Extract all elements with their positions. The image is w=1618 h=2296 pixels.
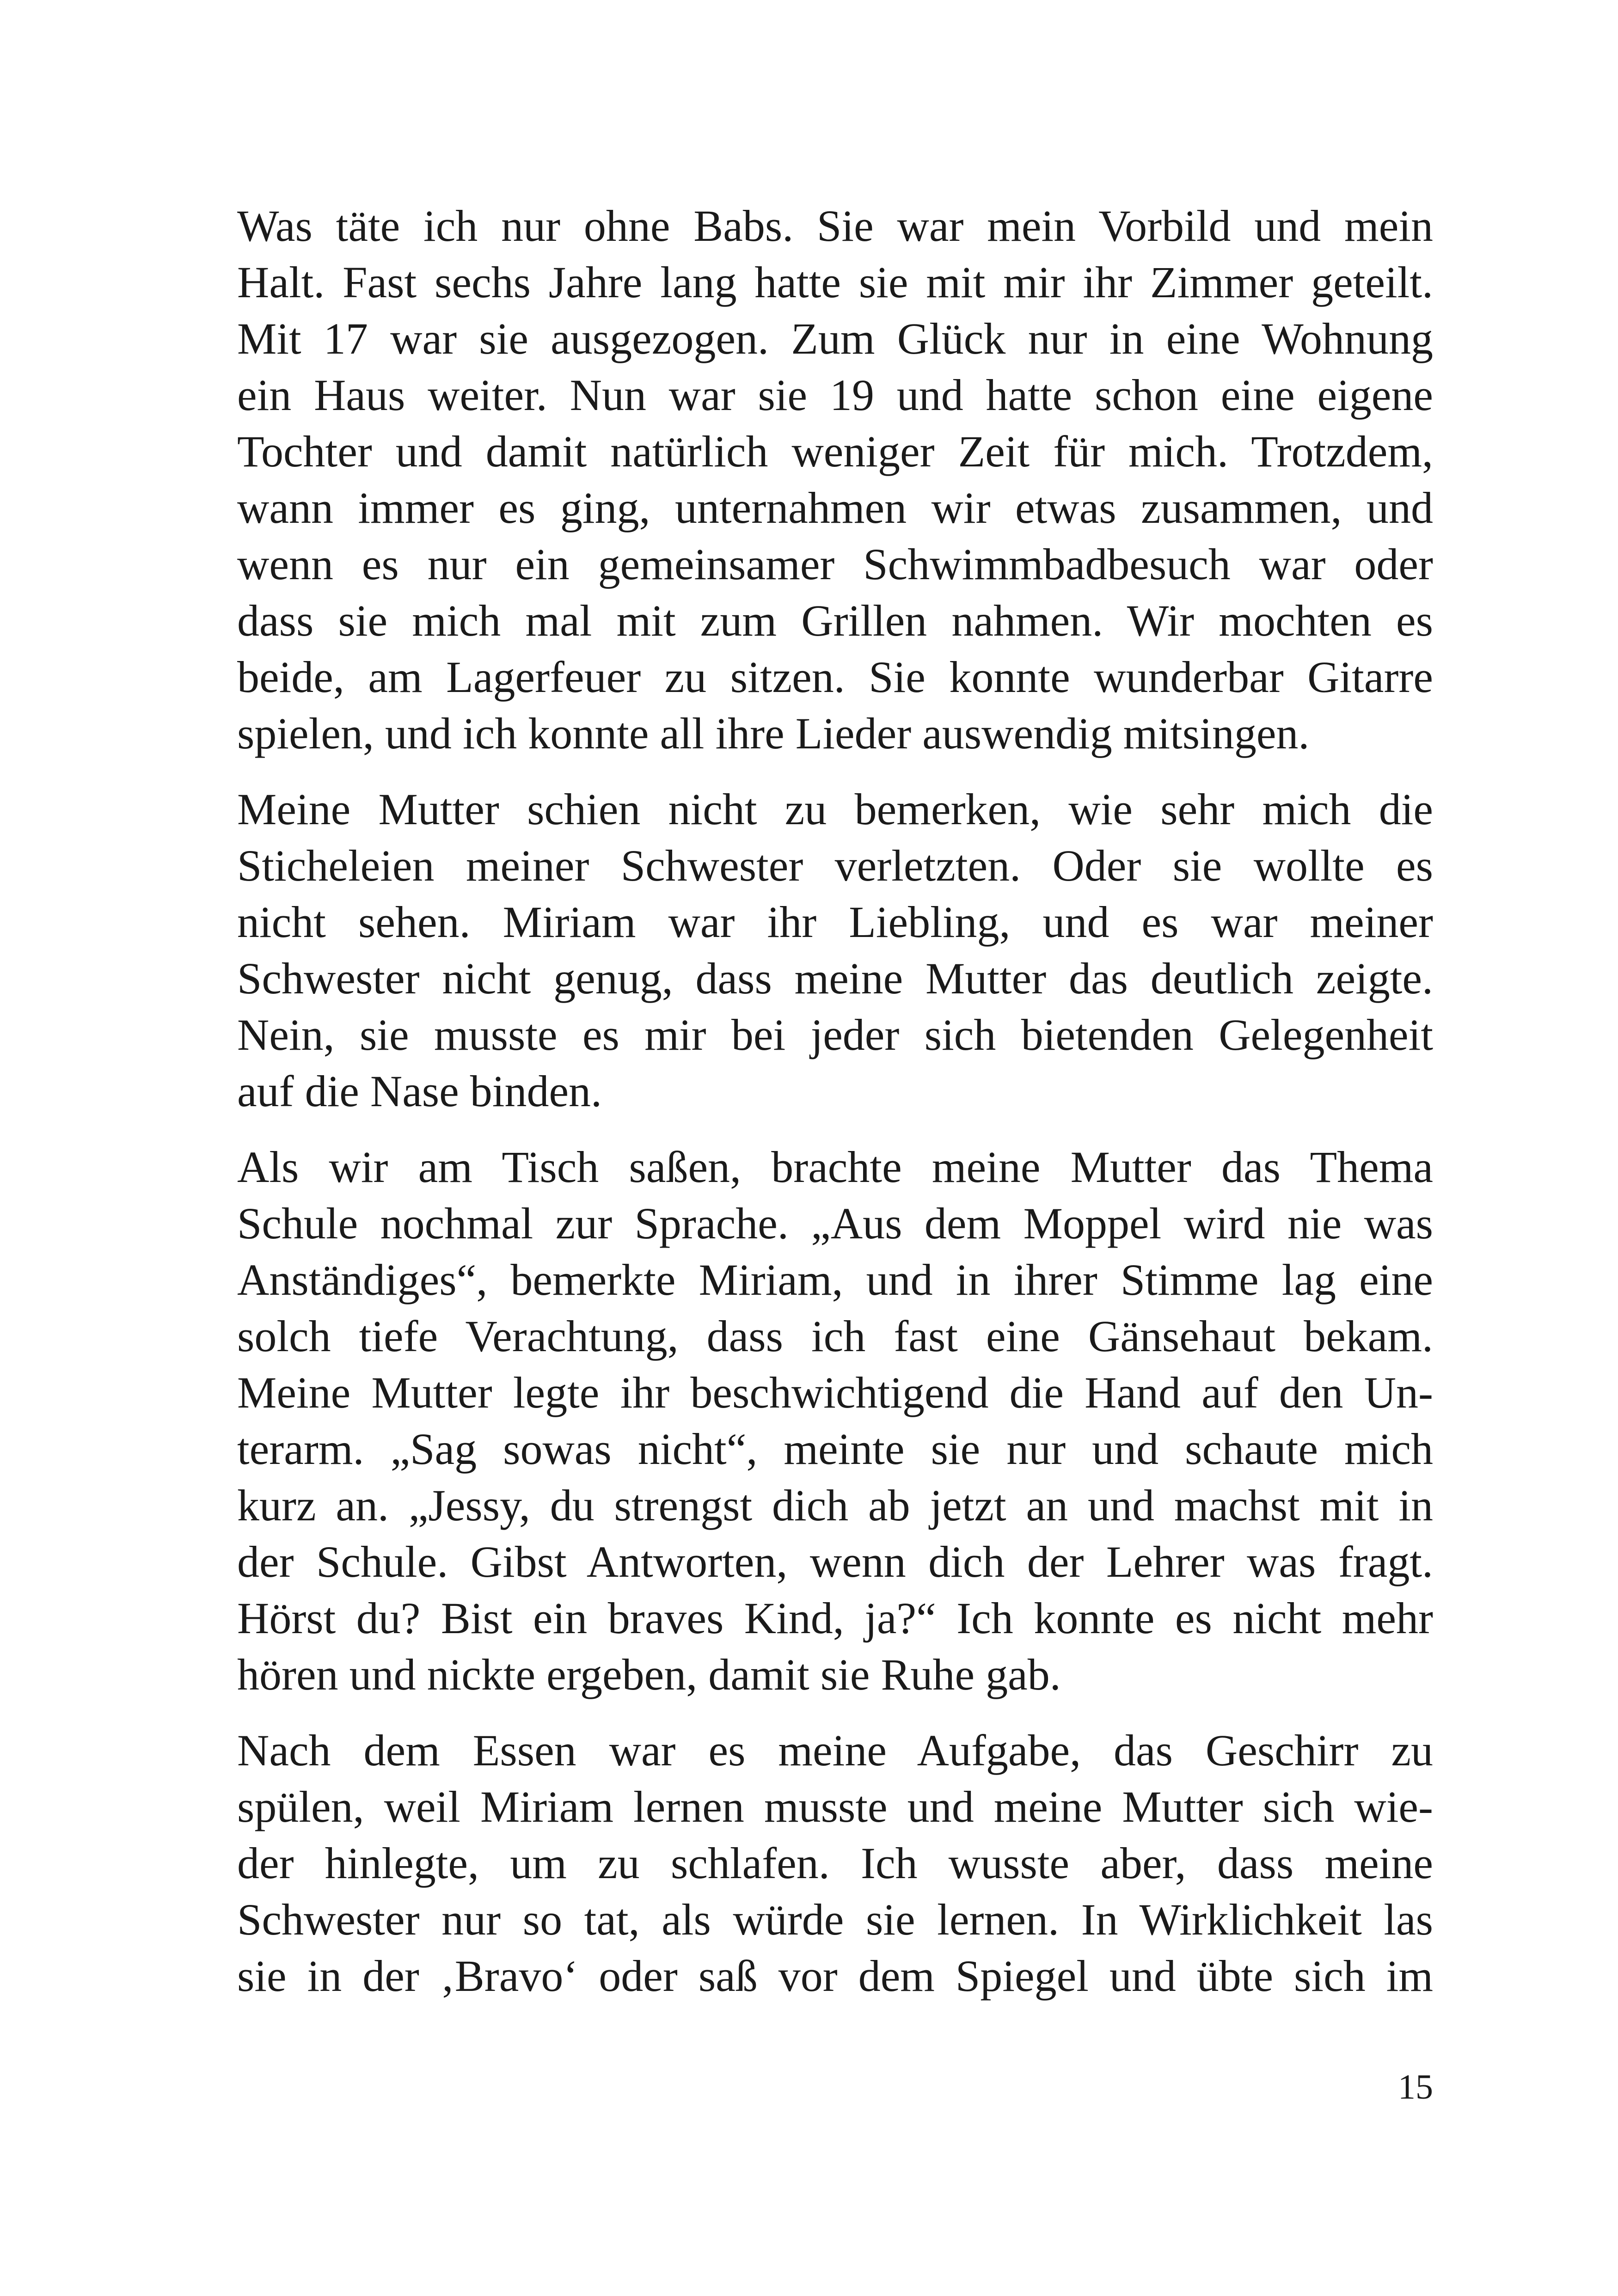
text-line: wann immer es ging, unternahmen wir etwas zusammen, und: [237, 483, 1433, 533]
text-line: Mit 17 war sie ausgezogen. Zum Glück nur in eine Wohnung: [237, 314, 1433, 363]
text-line: wenn es nur ein gemeinsamer Schwimmbadbesuch war oder: [237, 539, 1433, 589]
text-line: nicht sehen. Miriam war ihr Liebling, und es war meiner: [237, 897, 1433, 947]
text-line: Meine Mutter legte ihr beschwichtigend die Hand auf den Un-: [237, 1368, 1433, 1417]
text-line: sie in der ‚Bravo‘ oder saß vor dem Spiegel und übte sich im: [237, 1951, 1433, 2001]
text-line: spülen, weil Miriam lernen musste und meine Mutter sich wie-: [237, 1782, 1433, 1831]
paragraph: [185, 781, 1433, 1120]
page-number: 15: [1398, 2068, 1433, 2106]
text-line: auf die Nase binden.: [237, 1066, 602, 1116]
text-line: spielen, und ich konnte all ihre Lieder auswendig mitsingen.: [237, 709, 1310, 758]
text-line: kurz an. „Jessy, du strengst dich ab jetzt an und machst mit in: [237, 1481, 1433, 1530]
text-line: dass sie mich mal mit zum Grillen nahmen. Wir mochten es: [237, 596, 1433, 645]
text-line: terarm. „Sag sowas nicht“, meinte sie nur und schaute mich: [237, 1424, 1433, 1474]
text-line: Anständiges“, bemerkte Miriam, und in ihrer Stimme lag eine: [237, 1255, 1433, 1304]
paragraph: [185, 1722, 1433, 2004]
text-line: Nach dem Essen war es meine Aufgabe, das Geschirr zu: [237, 1726, 1433, 1775]
text-line: der hinlegte, um zu schlafen. Ich wusste aber, dass meine: [237, 1838, 1433, 1888]
body-text: [185, 198, 1433, 2024]
text-line: Halt. Fast sechs Jahre lang hatte sie mit mir ihr Zimmer geteilt.: [237, 257, 1433, 307]
text-line: Nein, sie musste es mir bei jeder sich bietenden Gelegenheit: [237, 1010, 1433, 1059]
text-line: Als wir am Tisch saßen, brachte meine Mutter das Thema: [237, 1142, 1433, 1192]
text-line: Hörst du? Bist ein braves Kind, ja?“ Ich konnte es nicht mehr: [237, 1593, 1433, 1643]
text-line: Schule nochmal zur Sprache. „Aus dem Moppel wird nie was: [237, 1199, 1433, 1248]
text-line: Sticheleien meiner Schwester verletzten. Oder sie wollte es: [237, 841, 1433, 890]
text-line: Meine Mutter schien nicht zu bemerken, wie sehr mich die: [237, 784, 1433, 834]
text-line: beide, am Lagerfeuer zu sitzen. Sie konnte wunderbar Gitarre: [237, 652, 1433, 702]
text-line: Schwester nicht genug, dass meine Mutter das deutlich zeigte.: [237, 954, 1433, 1003]
text-line: Tochter und damit natürlich weniger Zeit für mich. Trotzdem,: [237, 427, 1433, 476]
paragraph: [185, 198, 1433, 762]
text-line: hören und nickte ergeben, damit sie Ruhe gab.: [237, 1650, 1061, 1699]
text-line: Was täte ich nur ohne Babs. Sie war mein Vorbild und mein: [237, 201, 1433, 251]
text-line: ein Haus weiter. Nun war sie 19 und hatte schon eine eigene: [237, 370, 1433, 420]
paragraph: [185, 1139, 1433, 1703]
text-line: der Schule. Gibst Antworten, wenn dich der Lehrer was fragt.: [237, 1537, 1433, 1586]
text-line: solch tiefe Verachtung, dass ich fast eine Gänsehaut bekam.: [237, 1311, 1433, 1361]
text-line: Schwester nur so tat, als würde sie lernen. In Wirklichkeit las: [237, 1895, 1433, 1944]
